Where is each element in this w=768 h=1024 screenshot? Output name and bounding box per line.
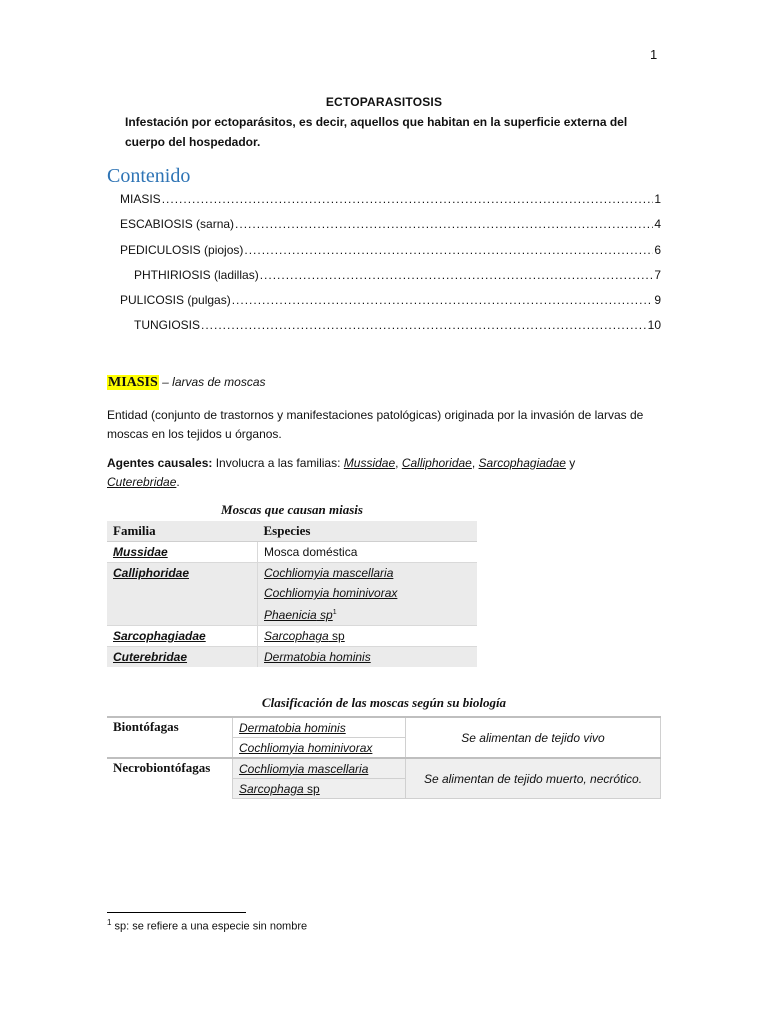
species-genus: Sarcophaga — [239, 781, 304, 796]
species-suffix: sp — [303, 781, 320, 796]
toc-entry-label: PHTHIRIOSIS (ladillas) — [134, 268, 259, 282]
species-name: Cochliomyia hominivorax — [239, 740, 373, 755]
document-title: ECTOPARASITOSIS — [325, 95, 443, 109]
description-cell: Se alimentan de tejido muerto, necrótico. — [406, 758, 661, 799]
table-header-row — [107, 521, 477, 542]
toc-entry-tungiosis[interactable] — [134, 318, 661, 334]
classification-table — [107, 716, 661, 799]
class-cell: Biontófagas — [107, 717, 233, 758]
footnote-ref[interactable]: 1 — [332, 609, 337, 616]
table-row — [107, 717, 661, 738]
species-name: Cochliomyia mascellaria — [264, 566, 394, 580]
section-heading-highlight: MIASIS — [108, 375, 158, 390]
section-heading — [107, 375, 266, 391]
family-link[interactable]: Sarcophagiadae — [478, 456, 566, 470]
footnote-text: sp: se refiere a una especie sin nombre — [111, 920, 308, 933]
table2-caption: Clasificación de las moscas según su biología — [261, 695, 507, 710]
family-link[interactable]: Calliphoridae — [401, 456, 472, 470]
table-row — [107, 647, 477, 668]
class-cell: Necrobiontófagas — [107, 758, 233, 799]
toc-entry-page: 6 — [654, 243, 661, 257]
toc-entry-page: 4 — [654, 217, 661, 231]
table-row — [107, 626, 477, 647]
toc-entry-escabiosis[interactable] — [120, 217, 661, 233]
family-cell: Sarcophagiadae — [107, 626, 258, 647]
family-cell: Cuterebridae — [107, 647, 258, 668]
header-familia: Familia — [107, 521, 258, 542]
separator: y — [565, 456, 576, 470]
intro-paragraph: Infestación por ectoparásitos, es decir, aquellos que habitan en la superficie externa del cuerpo del hospedador. — [125, 115, 628, 149]
species-cell — [233, 717, 406, 738]
family-link[interactable]: Cuterebridae — [107, 475, 177, 489]
table-row — [107, 563, 477, 626]
species-genus: Phaenicia — [264, 608, 317, 622]
species-cell — [258, 647, 478, 668]
toc-entry-pulicosis[interactable] — [120, 293, 661, 309]
species-cell — [258, 626, 478, 647]
family-link[interactable]: Mussidae — [343, 456, 396, 470]
toc-entry-label: ESCABIOSIS (sarna) — [120, 217, 235, 231]
toc-entry-label: TUNGIOSIS — [134, 318, 201, 332]
page-number: 1 — [650, 47, 658, 62]
agents-text: Involucra a las familias: — [212, 456, 344, 470]
family-cell: Calliphoridae — [107, 563, 258, 626]
species-cell — [258, 563, 478, 626]
toc-heading: Contenido — [107, 165, 191, 187]
toc-entry-page: 1 — [654, 192, 661, 206]
species-genus: Sarcophaga — [264, 629, 329, 643]
species-name: Dermatobia hominis — [264, 650, 371, 664]
section-subtitle: – larvas de moscas — [162, 375, 266, 389]
species-suffix: sp — [328, 629, 345, 643]
agents-paragraph — [107, 454, 667, 492]
family-cell: Mussidae — [107, 542, 258, 563]
footnote-divider — [107, 912, 246, 913]
species-name: Dermatobia hominis — [239, 720, 346, 735]
species-cell — [233, 758, 406, 779]
description-cell: Se alimentan de tejido vivo — [406, 717, 661, 758]
species-cell — [233, 779, 406, 799]
table1-caption: Moscas que causan miasis — [221, 502, 363, 517]
separator: , — [395, 456, 402, 470]
toc-entry-page: 10 — [647, 318, 661, 332]
species-suffix: sp — [316, 608, 333, 622]
species-name: Cochliomyia hominivorax — [264, 586, 398, 600]
table-row — [107, 542, 477, 563]
toc-entry-page: 7 — [654, 268, 661, 282]
species-name: Cochliomyia mascellaria — [239, 761, 369, 776]
toc-entry-page: 9 — [654, 293, 661, 307]
separator: , — [471, 456, 479, 470]
toc-entry-label: MIASIS — [120, 192, 161, 206]
toc-entry-phthiriosis[interactable] — [134, 268, 661, 284]
flies-table — [107, 521, 477, 667]
species-name — [264, 603, 471, 625]
agents-label: Agentes causales: — [107, 456, 213, 470]
definition-paragraph: Entidad (conjunto de trastornos y manifestaciones patológicas) originada por la invasión de larvas de moscas en los tejidos u órganos. — [107, 408, 644, 441]
header-especies: Especies — [258, 521, 478, 542]
footnote-mark: 1 — [107, 918, 112, 927]
separator: . — [176, 475, 180, 489]
species-cell: Mosca doméstica — [258, 542, 478, 563]
toc-entry-label: PEDICULOSIS (piojos) — [120, 243, 244, 257]
species-cell — [233, 738, 406, 759]
toc-entry-pediculosis[interactable] — [120, 243, 661, 259]
toc-entry-label: PULICOSIS (pulgas) — [120, 293, 231, 307]
footnote — [107, 918, 307, 933]
table-row — [107, 758, 661, 779]
toc-entry-miasis[interactable] — [120, 192, 661, 208]
